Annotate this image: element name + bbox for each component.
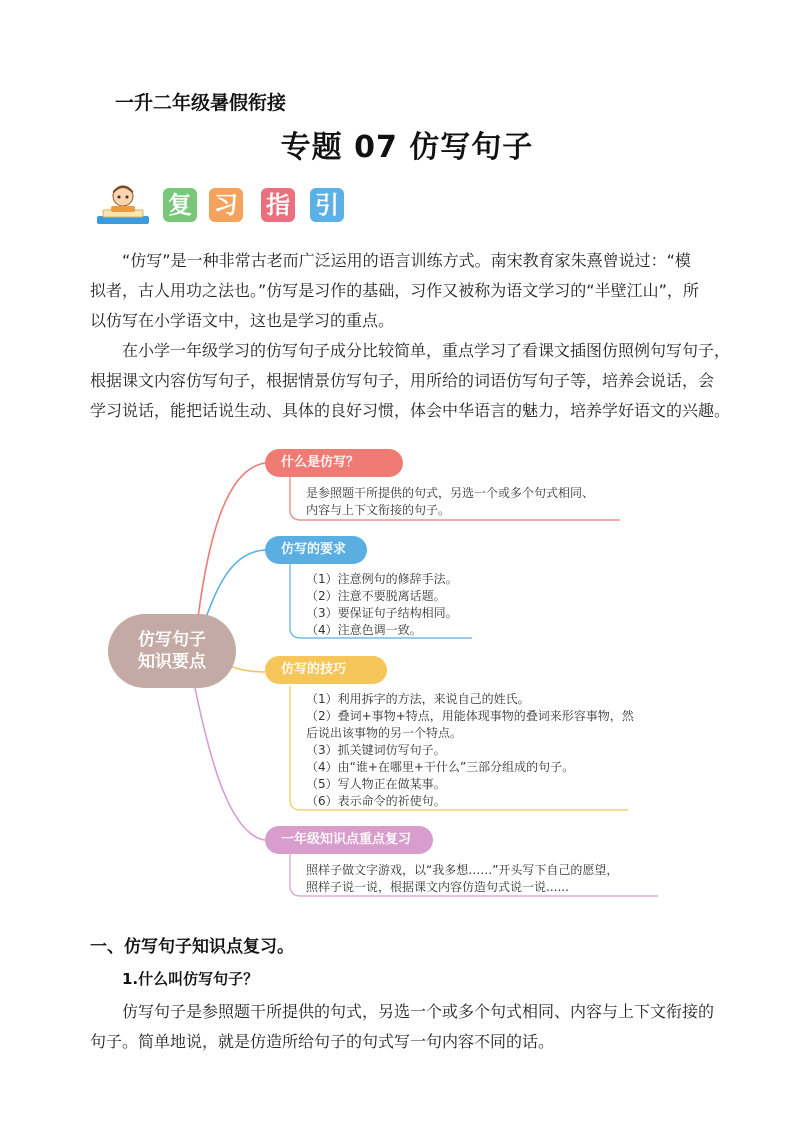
- branch-what-is-imitation: [265, 449, 403, 477]
- intro-paragraph-2: [90, 336, 730, 426]
- student-reading-icon: [95, 182, 151, 228]
- intro-p2-line: 根据课文内容仿写句子，根据情景仿写句子，用所给的词语仿写句子等，培养会说话，会: [90, 371, 715, 390]
- branch-line: 是参照题干所提供的句式，另选一个或多个句式相同、: [306, 486, 595, 500]
- section-heading: 一、仿写句子知识点复习。: [90, 937, 294, 957]
- branch-line: （3）要保证句子结构相同。: [306, 606, 458, 620]
- branch-label: 仿写的要求: [281, 542, 347, 557]
- intro-p1-line: “仿写”是一种非常古老而广泛运用的语言训练方式。南宋教育家朱熹曾说过：“模: [122, 251, 691, 270]
- branch-line: （1）利用拆字的方法，来说自己的姓氏。: [306, 692, 530, 706]
- guide-tile-2: 习: [209, 188, 243, 222]
- grade-label: 一升二年级暑假衔接: [115, 92, 287, 114]
- branch-grade1-review: [265, 826, 433, 854]
- branch-line: （1）注意例句的修辞手法。: [306, 572, 458, 586]
- intro-p2-line: 学习说话，能把话说生动、具体的良好习惯，体会中华语言的魅力，培养学好语文的兴趣。: [90, 401, 731, 420]
- branch-line: 照样子说一说，根据课文内容仿造句式说一说......: [306, 880, 569, 894]
- guide-tile-3: 指: [261, 188, 295, 222]
- branch-line: （2）叠词+事物+特点，用能体现事物的叠词来形容事物，然: [306, 709, 634, 723]
- definition-paragraph: [90, 997, 730, 1057]
- branch-line: （3）抓关键词仿写句子。: [306, 743, 446, 757]
- sub-heading: 1.什么叫仿写句子？: [122, 970, 259, 988]
- intro-paragraph-1: [90, 246, 730, 336]
- branch-line: （2）注意不要脱离话题。: [306, 589, 446, 603]
- branch-techniques: [265, 656, 387, 684]
- center-line: 知识要点: [138, 652, 206, 672]
- page-title: 专题 07 仿写句子: [280, 130, 534, 165]
- definition-line: 仿写句子是参照题干所提供的句式，另选一个或多个句式相同、内容与上下文衔接的: [122, 1002, 715, 1021]
- branch-line: （5）写人物正在做某事。: [306, 777, 446, 791]
- branch-line: （4）由“谁+在哪里+干什么”三部分组成的句子。: [306, 760, 575, 774]
- branch-requirements: [265, 536, 367, 564]
- branch-label: 一年级知识点重点复习: [281, 832, 412, 847]
- branch-label: 仿写的技巧: [281, 662, 347, 677]
- intro-p1-line: 以仿写在小学语文中，这也是学习的重点。: [90, 311, 395, 330]
- branch-line: （4）注意色调一致。: [306, 623, 422, 637]
- knowledge-mindmap: [0, 440, 794, 910]
- intro-p1-line: 拟者，古人用功之法也。”仿写是习作的基础，习作又被称为语文学习的“半壁江山”，所: [90, 281, 699, 300]
- guide-tile-4: 引: [310, 188, 344, 222]
- branch-4-content: [306, 862, 618, 896]
- branch-label: 什么是仿写？: [281, 455, 360, 470]
- definition-line: 句子。简单地说，就是仿造所给句子的句式写一句内容不同的话。: [90, 1032, 555, 1051]
- guide-tile-1: 复: [163, 188, 197, 222]
- branch-line: （6）表示命令的祈使句。: [306, 794, 446, 808]
- mindmap-center-node: [108, 614, 236, 688]
- intro-p2-line: 在小学一年级学习的仿写句子成分比较简单，重点学习了看课文插图仿照例句写句子，: [122, 341, 731, 360]
- center-line: 仿写句子: [138, 630, 206, 650]
- branch-line: 内容与上下文衔接的句子。: [306, 503, 451, 517]
- branch-line: 后说出该事物的另一个特点。: [306, 726, 463, 740]
- review-guide-banner: [95, 182, 395, 228]
- branch-line: 照样子做文字游戏，以“我多想……”开头写下自己的愿望，: [306, 863, 619, 877]
- branch-1-content: [306, 485, 594, 519]
- branch-3-content: [306, 691, 634, 810]
- branch-2-content: [306, 571, 458, 639]
